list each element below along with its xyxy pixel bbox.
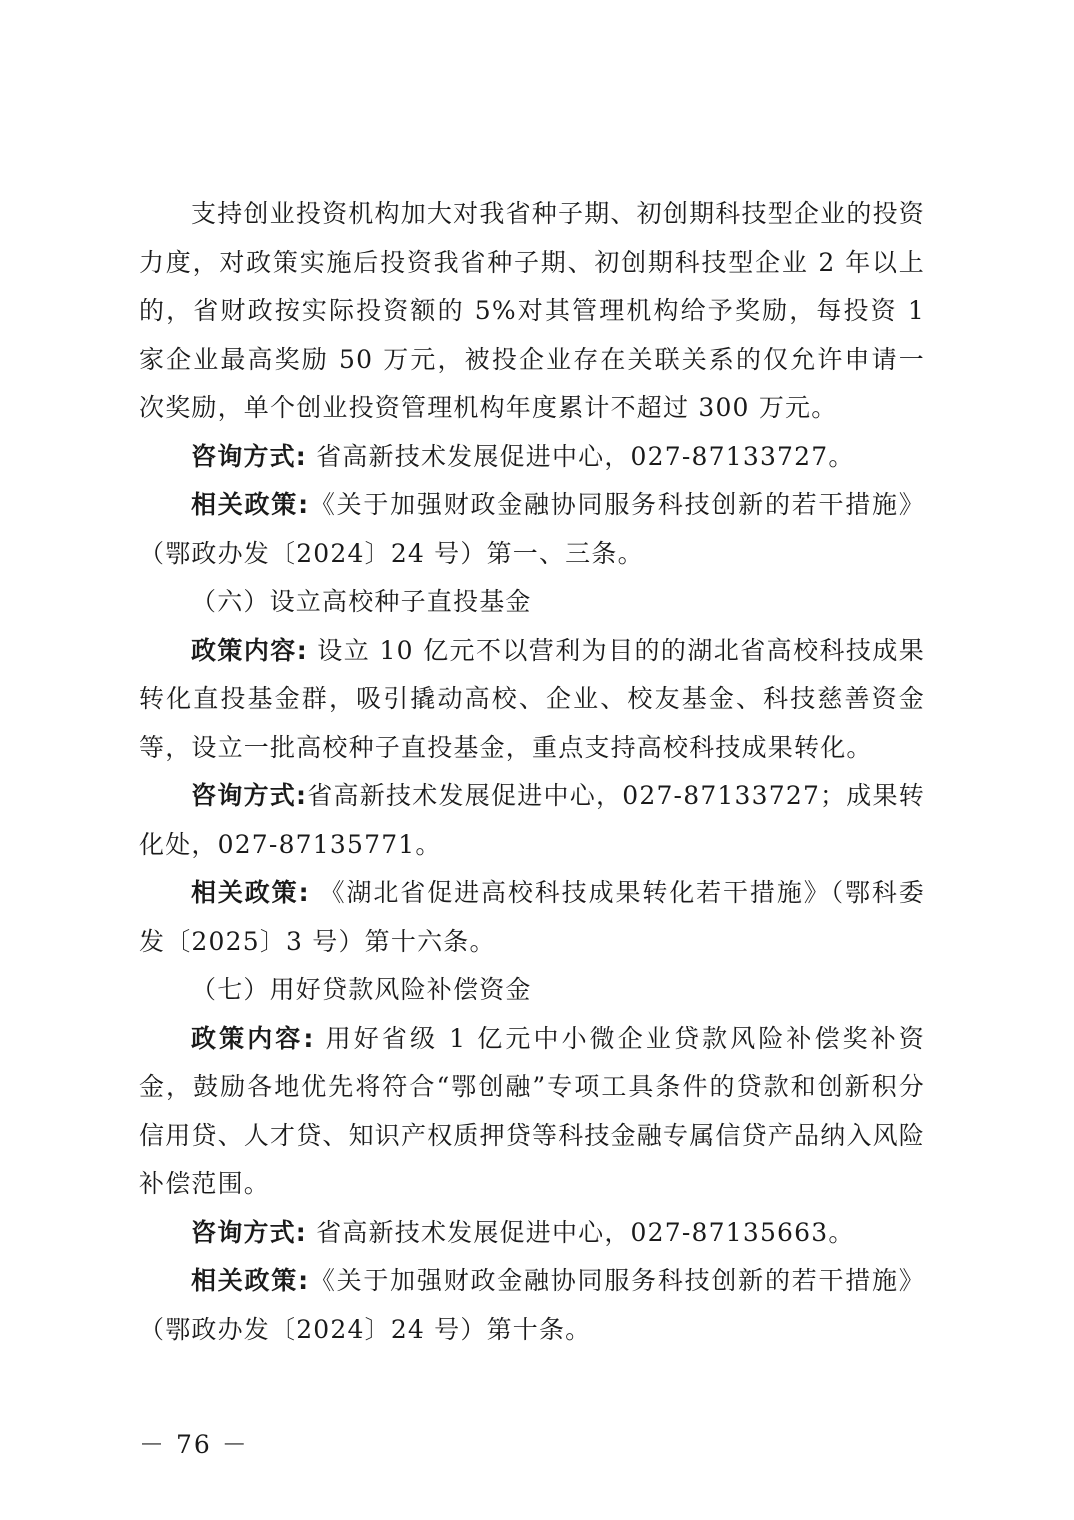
content-text: 用好省级 1 亿元中小微企业贷款风险补偿奖补资金，鼓励各地优先将符合“鄂创融”专项工具条件的贷款和创新积分信用贷、人才贷、知识产权质押贷等科技金融专属信贷产品纳入风险补偿范围。 <box>139 1023 926 1198</box>
content-line <box>139 1015 925 1209</box>
policy-line <box>139 481 925 578</box>
page-number: － 76 － <box>139 1430 249 1459</box>
policy-line <box>139 869 925 966</box>
consult-text: 省高新技术发展促进中心，027-87133727；成果转化处，027-87135771。 <box>139 781 926 859</box>
paragraph-investment-support <box>139 190 925 433</box>
policy-text: 《关于加强财政金融协同服务科技创新的若干措施》（鄂政办发〔2024〕24 号）第一、三条。 <box>139 490 925 568</box>
section-heading-7: （七）用好贷款风险补偿资金 <box>191 975 532 1004</box>
consult-label: 咨询方式: <box>191 441 307 471</box>
paragraph-text: 支持创业投资机构加大对我省种子期、初创期科技型企业的投资力度，对政策实施后投资我省种子期、初创期科技型企业 2 年以上的，省财政按实际投资额的 5%对其管理机构给予奖励，每投资 1 家企业最高奖励 50 万元，被投企业存在关联关系的仅允许申请一次奖励，单个创业投资管理机构年度累计不超过 300 万元。 <box>139 199 925 422</box>
consult-line <box>139 433 925 482</box>
policy-text: 《湖北省促进高校科技成果转化若干措施》（鄂科委发〔2025〕3 号）第十六条。 <box>139 878 925 956</box>
consult-text: 省高新技术发展促进中心，027-87133727。 <box>316 441 855 471</box>
policy-line <box>139 1257 925 1354</box>
consult-label: 咨询方式: <box>191 1217 307 1247</box>
consult-line <box>139 772 925 869</box>
policy-label: 相关政策: <box>191 490 310 519</box>
policy-text: 《关于加强财政金融协同服务科技创新的若干措施》（鄂政办发〔2024〕24 号）第十条。 <box>139 1266 925 1344</box>
consult-line <box>139 1209 925 1258</box>
consult-text: 省高新技术发展促进中心，027-87135663。 <box>316 1217 855 1247</box>
policy-label: 相关政策: <box>191 1266 310 1295</box>
section-heading-6: （六）设立高校种子直投基金 <box>191 587 532 616</box>
document-body <box>139 190 925 1354</box>
content-text: 设立 10 亿元不以营利为目的的湖北省高校科技成果转化直投基金群，吸引撬动高校、企业、校友基金、科技慈善资金等，设立一批高校种子直投基金，重点支持高校科技成果转化。 <box>139 635 925 762</box>
content-label: 政策内容: <box>191 1023 315 1053</box>
policy-label: 相关政策: <box>191 878 310 907</box>
content-line <box>139 627 925 773</box>
consult-label: 咨询方式: <box>191 781 308 810</box>
content-label: 政策内容: <box>191 635 308 665</box>
